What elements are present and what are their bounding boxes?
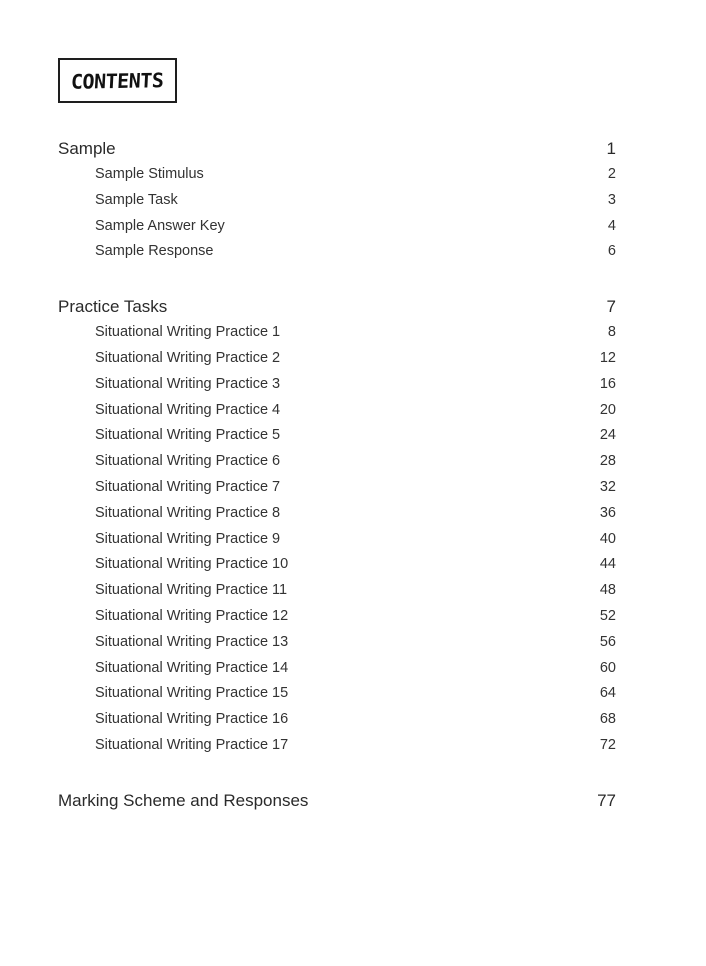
toc-item[interactable] [95,685,616,701]
toc-section-page: 7 [606,297,616,316]
toc-item-label: Situational Writing Practice 9 [95,531,281,547]
toc-item[interactable] [95,166,616,182]
toc-item[interactable] [95,350,616,366]
toc-item-label: Situational Writing Practice 10 [95,556,289,572]
toc-item-page: 36 [599,505,616,521]
toc-item-page: 12 [599,350,616,366]
toc-section-sample[interactable] [58,139,616,159]
toc-item[interactable] [95,634,616,650]
toc-item-label: Situational Writing Practice 12 [95,608,289,624]
toc-item-label: Sample Stimulus [95,166,204,182]
toc-item-label: Situational Writing Practice 17 [95,737,289,753]
toc-item-label: Situational Writing Practice 4 [95,402,281,418]
toc-section-marking-scheme[interactable] [58,791,616,811]
toc-item[interactable] [95,218,616,234]
toc-item[interactable] [95,556,616,572]
toc-item-page: 24 [599,427,616,443]
toc-item-label: Situational Writing Practice 8 [95,505,281,521]
toc-item-page: 48 [599,582,616,598]
toc-item-page: 56 [599,634,616,650]
toc-item[interactable] [95,324,616,340]
toc-item-page: 16 [599,376,616,392]
toc-item-label: Sample Answer Key [95,218,225,234]
toc-item[interactable] [95,505,616,521]
toc-item-page: 64 [599,685,616,701]
toc-item-page: 72 [599,737,616,753]
toc-item-page: 44 [599,556,616,572]
toc-item[interactable] [95,660,616,676]
toc-item-label: Situational Writing Practice 11 [95,582,288,598]
toc-item-page: 6 [607,243,616,259]
toc-item-page: 28 [599,453,616,469]
toc-item-page: 8 [607,324,616,340]
toc-item-page: 60 [599,660,616,676]
toc-item-label: Situational Writing Practice 14 [95,660,289,676]
toc-item-page: 2 [607,166,616,182]
toc-item[interactable] [95,376,616,392]
toc-item-page: 68 [599,711,616,727]
toc-item-label: Situational Writing Practice 2 [95,350,281,366]
toc-section-label: Marking Scheme and Responses [58,791,309,810]
toc-item[interactable] [95,737,616,753]
toc-item[interactable] [95,192,616,208]
contents-title: CONTENTS [70,67,165,94]
toc-item-label: Situational Writing Practice 1 [95,324,281,340]
toc-item[interactable] [95,582,616,598]
toc-item[interactable] [95,427,616,443]
toc-item[interactable] [95,711,616,727]
toc-section-practice-tasks[interactable] [58,297,616,317]
toc-item-page: 40 [599,531,616,547]
toc-item-label: Situational Writing Practice 15 [95,685,289,701]
toc-item-label: Sample Task [95,192,178,208]
toc-item-page: 4 [607,218,616,234]
toc-item-page: 32 [599,479,616,495]
toc-item-label: Situational Writing Practice 13 [95,634,289,650]
toc-item-label: Situational Writing Practice 5 [95,427,281,443]
toc-item[interactable] [95,479,616,495]
toc-section-page: 77 [597,791,616,810]
toc-section-page: 1 [606,139,616,158]
toc-item-label: Situational Writing Practice 3 [95,376,281,392]
toc-item-page: 3 [607,192,616,208]
toc-item-page: 52 [599,608,616,624]
toc-item-label: Situational Writing Practice 16 [95,711,289,727]
toc-section-label: Sample [58,139,116,158]
toc-item[interactable] [95,243,616,259]
toc-item[interactable] [95,453,616,469]
toc-item[interactable] [95,608,616,624]
toc-section-label: Practice Tasks [58,297,168,316]
toc-item-page: 20 [599,402,616,418]
toc-item-label: Sample Response [95,243,214,259]
toc-item[interactable] [95,531,616,547]
toc-item-label: Situational Writing Practice 7 [95,479,281,495]
toc-item-label: Situational Writing Practice 6 [95,453,281,469]
toc-item[interactable] [95,402,616,418]
contents-title-box [58,58,177,103]
